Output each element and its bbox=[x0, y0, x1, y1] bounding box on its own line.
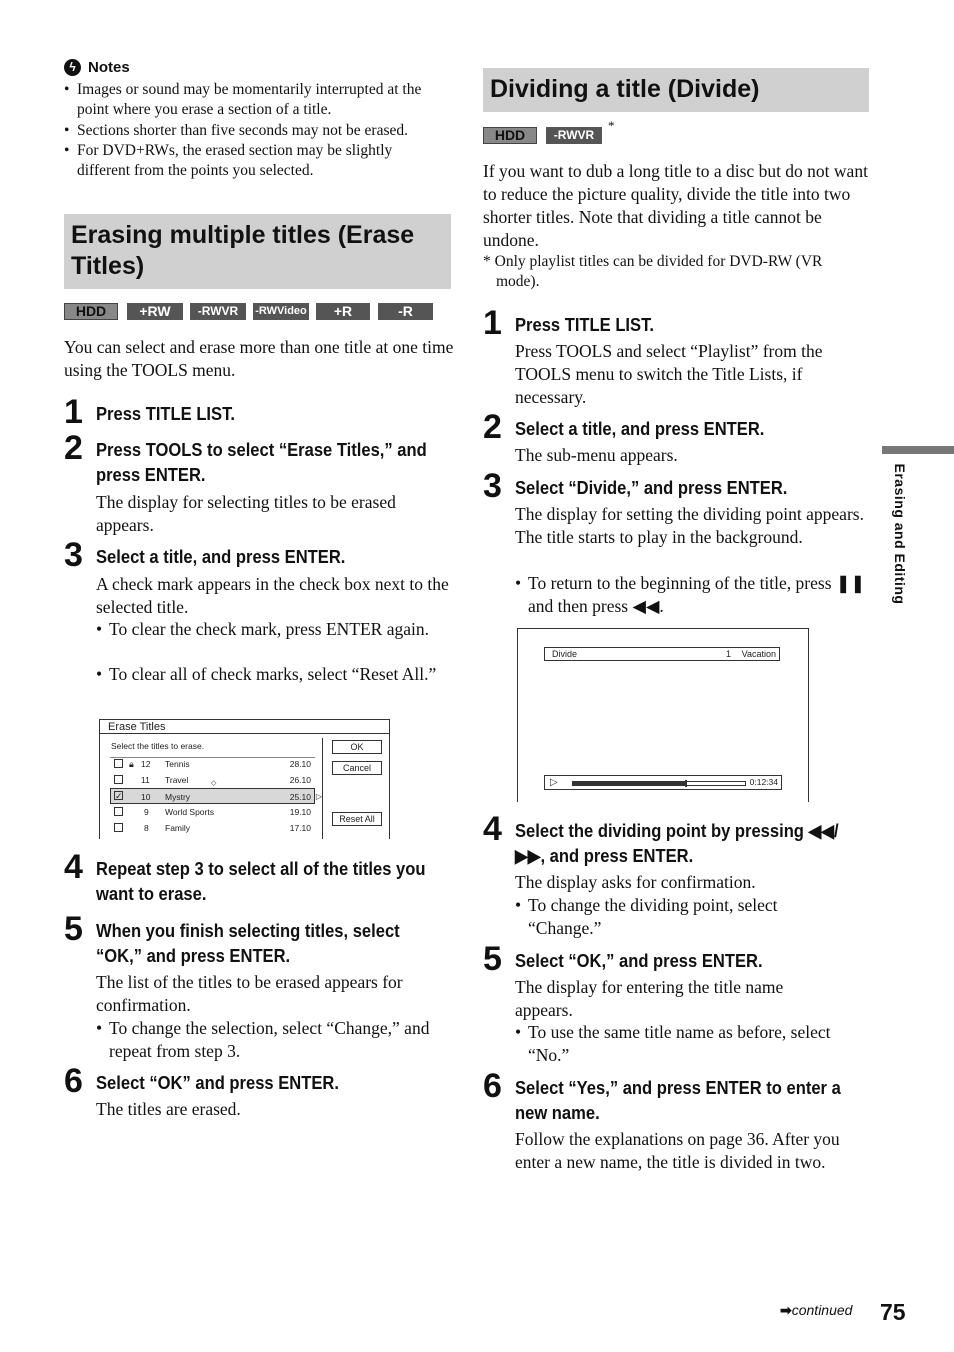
divide-step-3-bullet: • To return to the beginning of the title, press ❚❚ and then press ◀◀. bbox=[515, 573, 866, 616]
erase-step-2-body: The display for selecting titles to be erased appears. bbox=[96, 492, 396, 535]
reset-all-button[interactable]: Reset All bbox=[332, 812, 382, 826]
up-arrow-icon: ◇ bbox=[211, 780, 217, 787]
erase-step-1-number: 1 bbox=[64, 393, 83, 431]
divide-step-2-body: The sub-menu appears. bbox=[515, 445, 678, 465]
divide-step-6-title: Select “Yes,” and press ENTER to enter a new name. bbox=[515, 1078, 841, 1123]
erase-titles-screen bbox=[99, 719, 390, 839]
table-row[interactable]: 9 World Sports 19.10 bbox=[110, 804, 315, 820]
divide-step-4-bullet: • To change the dividing point, select “Change.” bbox=[515, 895, 778, 938]
checkbox[interactable] bbox=[114, 775, 123, 784]
note-item: • For DVD+RWs, the erased section may be slightly different from the points you selected. bbox=[64, 142, 393, 179]
erase-step-3-bullet: • To clear all of check marks, select “Reset All.” bbox=[96, 664, 437, 684]
divide-title-bar: Divide 1 Vacation bbox=[544, 647, 780, 661]
divide-step-5-number: 5 bbox=[483, 940, 502, 978]
badge-asterisk: * bbox=[608, 118, 615, 133]
table-row[interactable]: 11 Travel 26.10 bbox=[110, 772, 315, 788]
erase-step-5-bullet: • To change the selection, select “Change,” and repeat from step 3. bbox=[96, 1018, 430, 1061]
right-arrow-icon: ▷ bbox=[315, 792, 322, 801]
progress-track[interactable] bbox=[572, 781, 746, 786]
divide-step-1-title: Press TITLE LIST. bbox=[515, 315, 654, 335]
badge-plus-r: +R bbox=[316, 303, 370, 320]
divide-step-5-title: Select “OK,” and press ENTER. bbox=[515, 951, 763, 971]
note-item: • Images or sound may be momentarily interrupted at the point where you erase a section of a title. bbox=[64, 81, 422, 118]
divide-step-3-number: 3 bbox=[483, 467, 502, 505]
erase-step-6-number: 6 bbox=[64, 1062, 83, 1100]
divide-footnote: * Only playlist titles can be divided for DVD-RW (VR mode). bbox=[483, 253, 823, 290]
table-row[interactable]: 8 Family 17.10 bbox=[110, 820, 315, 836]
erase-step-3-body: A check mark appears in the check box next to the selected title. bbox=[96, 574, 449, 617]
notes-icon: ϟ bbox=[64, 59, 81, 76]
divide-heading: Dividing a title (Divide) bbox=[483, 68, 869, 112]
divide-step-5-bullet: • To use the same title name as before, select “No.” bbox=[515, 1022, 831, 1065]
erase-step-5-title: When you finish selecting titles, select “OK,” and press ENTER. bbox=[96, 921, 400, 966]
progress-handle[interactable] bbox=[685, 780, 687, 787]
cancel-button[interactable]: Cancel bbox=[332, 761, 382, 775]
badge-minus-rw-video: -RWVideo bbox=[253, 303, 309, 320]
table-row[interactable]: 🔒︎ 12 Tennis 28.10 bbox=[110, 756, 315, 772]
badge-minus-rw-vr: -RWVR bbox=[546, 127, 602, 144]
divide-step-3-body: The display for setting the dividing point appears. The title starts to play in the background. bbox=[515, 504, 864, 547]
side-tab-label: Erasing and Editing bbox=[892, 463, 908, 605]
notes-title: Notes bbox=[88, 58, 130, 76]
badge-hdd: HDD bbox=[483, 127, 537, 144]
screen-title-bar: Erase Titles bbox=[100, 720, 389, 734]
divide-step-5-body: The display for entering the title name appears. bbox=[515, 977, 784, 1020]
divide-step-4-body: The display asks for confirmation. bbox=[515, 872, 756, 892]
erase-step-5-number: 5 bbox=[64, 910, 83, 948]
erase-step-3-title: Select a title, and press ENTER. bbox=[96, 547, 346, 567]
progress-fill bbox=[573, 782, 685, 785]
erase-step-3-bullet: • To clear the check mark, press ENTER again. bbox=[96, 619, 429, 639]
notes-header bbox=[64, 58, 130, 78]
page-number: 75 bbox=[880, 1299, 906, 1325]
erase-step-2-number: 2 bbox=[64, 429, 83, 467]
badge-minus-r: -R bbox=[378, 303, 433, 320]
erase-step-6-title: Select “OK” and press ENTER. bbox=[96, 1073, 339, 1093]
checkbox[interactable] bbox=[114, 807, 123, 816]
arrow-right-icon: ➡ bbox=[780, 1302, 792, 1318]
badge-minus-rw-vr: -RWVR bbox=[190, 303, 246, 320]
note-item: • Sections shorter than five seconds may not be erased. bbox=[64, 122, 409, 139]
play-icon: ▷ bbox=[550, 777, 558, 788]
continued-indicator: ➡continued bbox=[780, 1302, 853, 1318]
erase-step-5-body: The list of the titles to be erased appears for confirmation. bbox=[96, 972, 403, 1015]
checkbox[interactable] bbox=[114, 759, 123, 768]
erase-step-3-number: 3 bbox=[64, 536, 83, 574]
divide-step-2-number: 2 bbox=[483, 408, 502, 446]
erase-step-4-title: Repeat step 3 to select all of the titles you want to erase. bbox=[96, 859, 426, 904]
divide-intro: If you want to dub a long title to a disc but do not want to reduce the picture quality, divide the title into two shorter titles. Note that dividing a title cannot be undone. bbox=[483, 161, 868, 250]
divide-step-6-body: Follow the explanations on page 36. After you enter a new name, the title is divided in two. bbox=[515, 1129, 840, 1172]
checkbox-checked[interactable]: ✓ bbox=[115, 791, 123, 801]
erase-step-6-body: The titles are erased. bbox=[96, 1099, 241, 1119]
divide-step-1-number: 1 bbox=[483, 304, 502, 342]
divide-step-1-body: Press TOOLS and select “Playlist” from the TOOLS menu to switch the Title Lists, if necessary. bbox=[515, 341, 823, 407]
checkbox[interactable] bbox=[114, 823, 123, 832]
erase-step-2-title: Press TOOLS to select “Erase Titles,” and press ENTER. bbox=[96, 440, 427, 485]
divide-step-6-number: 6 bbox=[483, 1067, 502, 1105]
divide-screen bbox=[517, 628, 809, 802]
erase-step-4-number: 4 bbox=[64, 848, 83, 886]
erase-heading: Erasing multiple titles (Erase Titles) bbox=[64, 214, 451, 289]
erase-step-1-title: Press TITLE LIST. bbox=[96, 404, 235, 424]
table-row-selected[interactable]: ✓ 10 Mystry 25.10 ◇ ▷ bbox=[110, 788, 315, 804]
badge-hdd: HDD bbox=[64, 303, 118, 320]
divide-progress-bar: ▷ 0:12:34 bbox=[544, 775, 782, 790]
divide-step-3-title: Select “Divide,” and press ENTER. bbox=[515, 478, 788, 498]
lock-icon: 🔒︎ bbox=[129, 759, 134, 769]
divide-step-2-title: Select a title, and press ENTER. bbox=[515, 419, 765, 439]
divide-step-4-number: 4 bbox=[483, 810, 502, 848]
ok-button[interactable]: OK bbox=[332, 740, 382, 754]
screen-prompt: Select the titles to erase. bbox=[111, 741, 205, 751]
divide-step-4-title: Select the dividing point by pressing ◀◀/ ▶▶, and press ENTER. bbox=[515, 821, 839, 866]
erase-intro: You can select and erase more than one title at one time using the TOOLS menu. bbox=[64, 337, 454, 380]
badge-plus-rw: +RW bbox=[127, 303, 183, 320]
